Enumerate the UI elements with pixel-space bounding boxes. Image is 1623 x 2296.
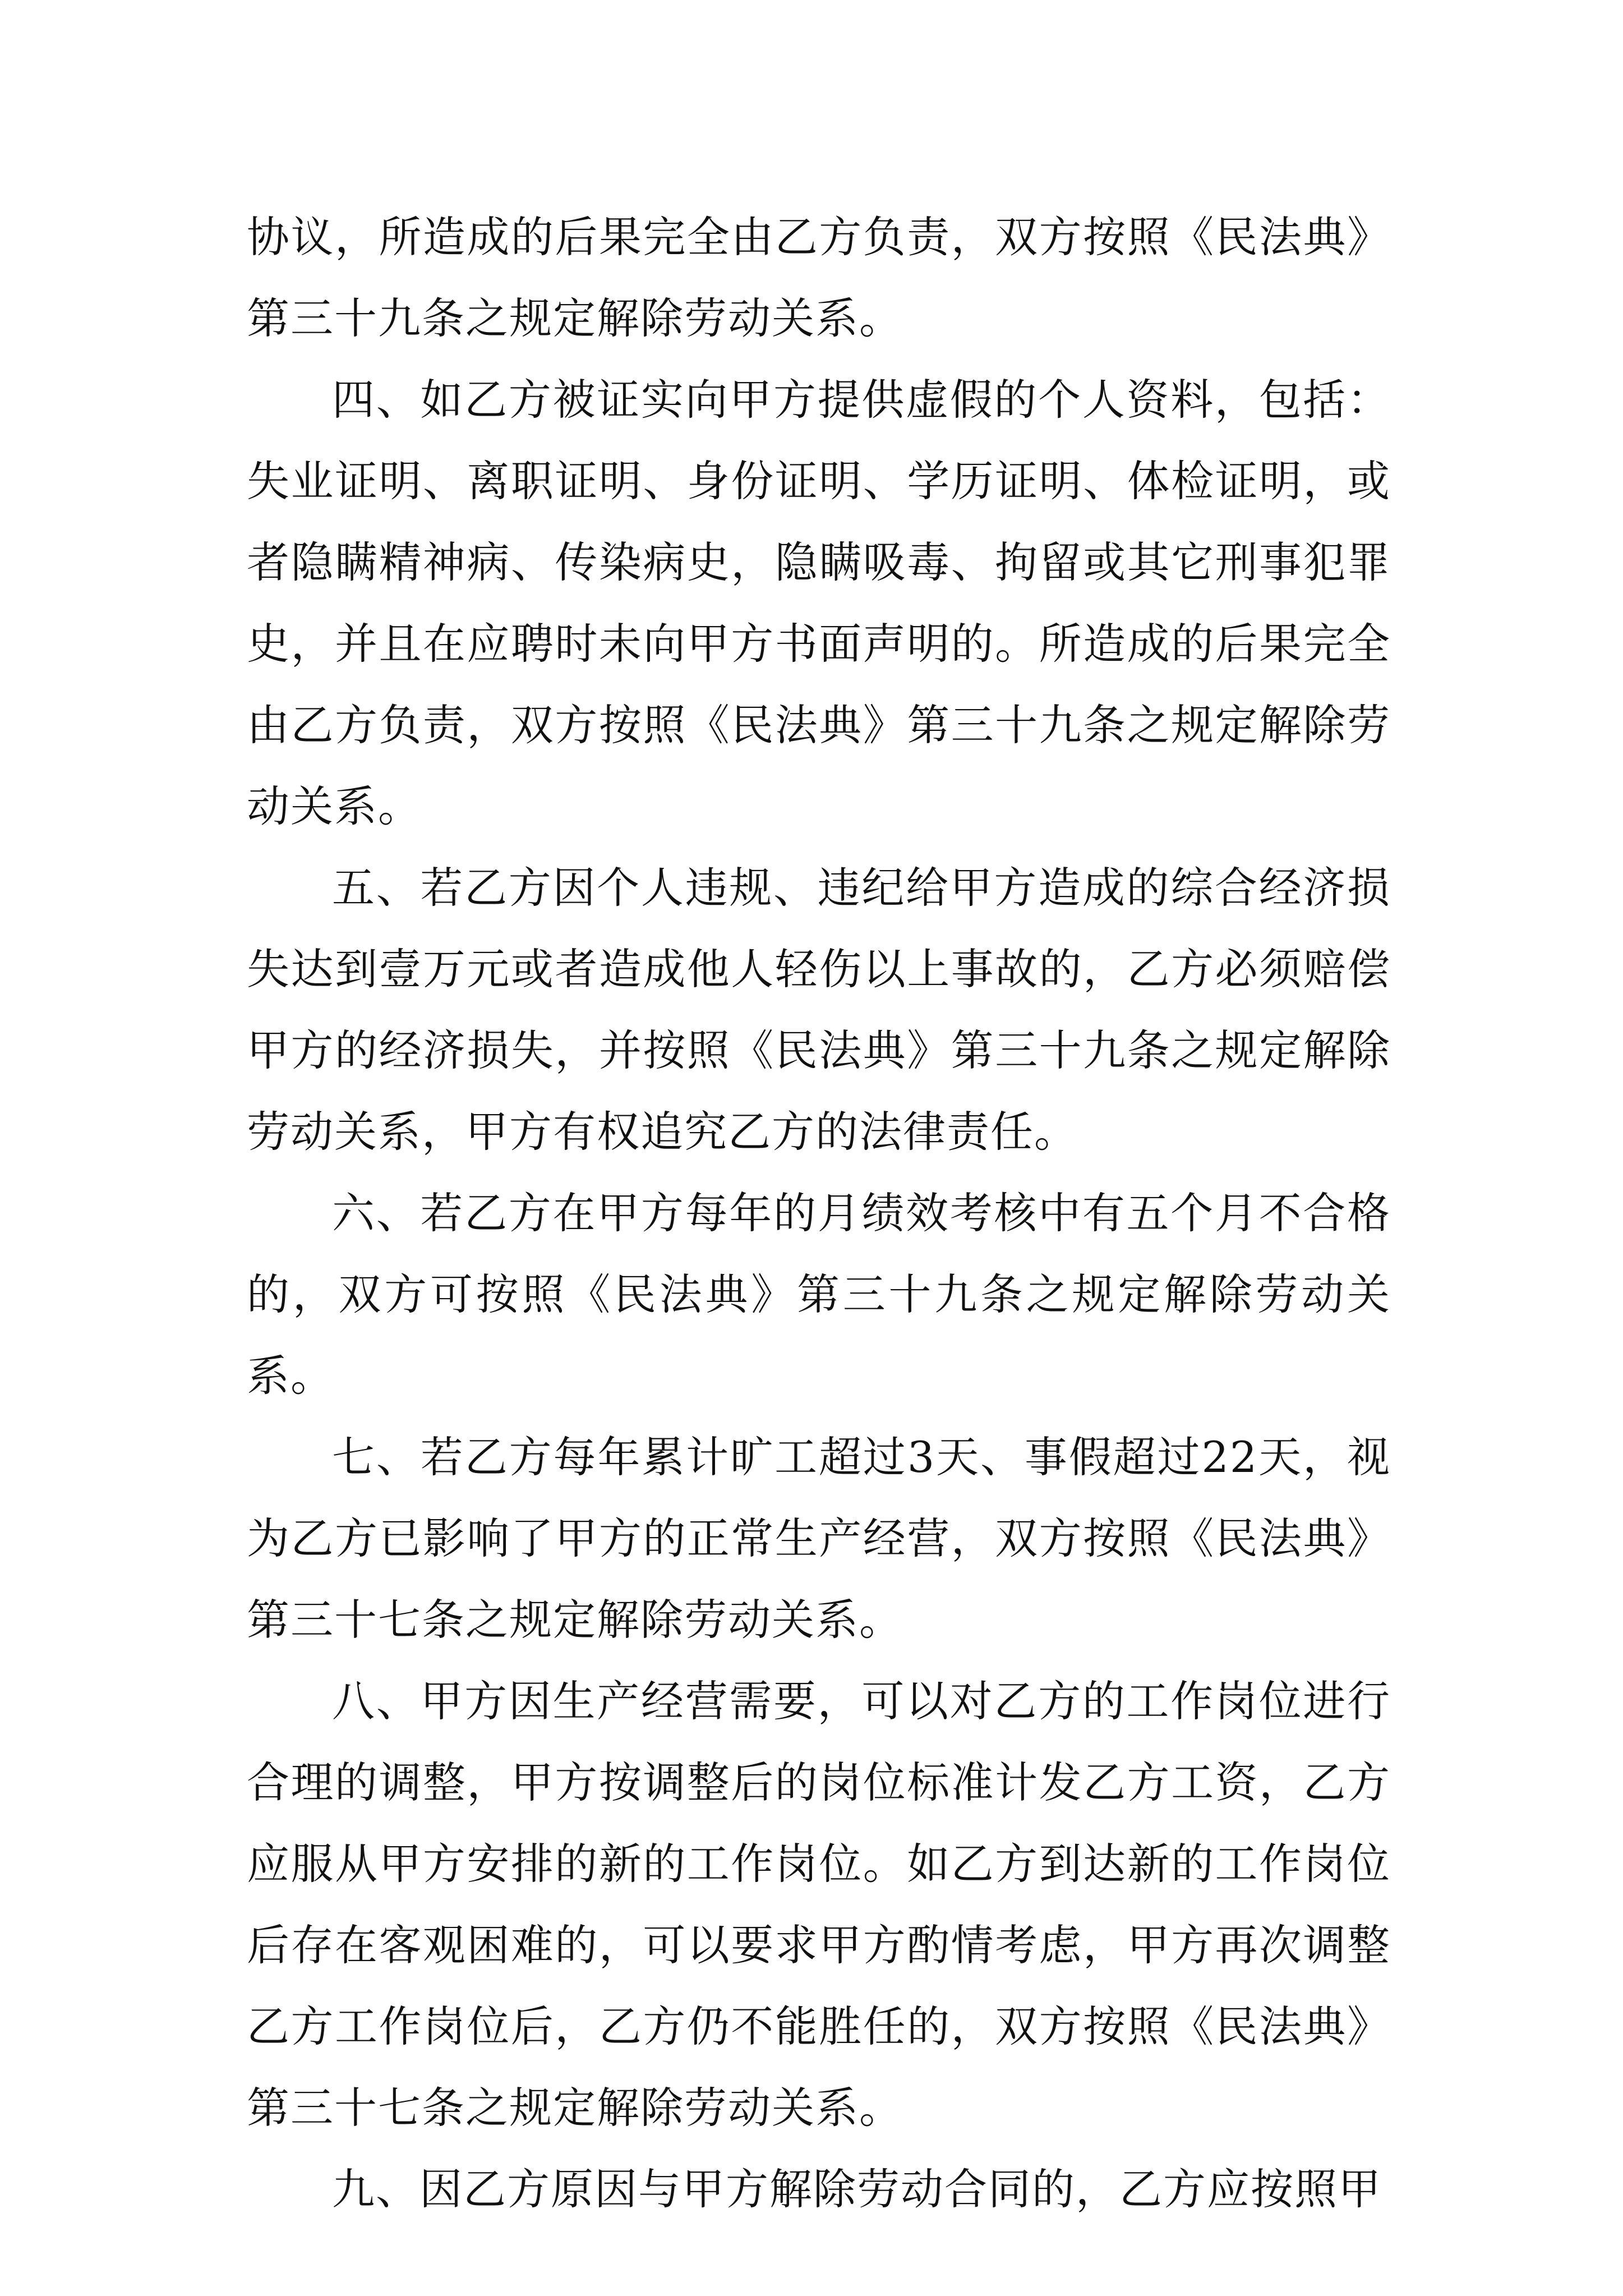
paragraph-clause-7: 七、若乙方每年累计旷工超过3天、事假超过22天，视为乙方已影响了甲方的正常生产经营，双方按照《民法典》第三十七条之规定解除劳动关系。 — [247, 1432, 1391, 1645]
document-body — [247, 196, 1391, 2230]
paragraph-clause-5: 五、若乙方因个人违规、违纪给甲方造成的综合经济损失达到壹万元或者造成他人轻伤以上事故的，乙方必须赔偿甲方的经济损失，并按照《民法典》第三十九条之规定解除劳动关系，甲方有权追究乙方的法律责任。 — [247, 863, 1391, 1157]
paragraph-clause-8: 八、甲方因生产经营需要，可以对乙方的工作岗位进行合理的调整，甲方按调整后的岗位标准计发乙方工资，乙方应服从甲方安排的新的工作岗位。如乙方到达新的工作岗位后存在客观困难的，可以要求甲方酌情考虑，甲方再次调整乙方工作岗位后，乙方仍不能胜任的，双方按照《民法典》第三十七条之规定解除劳动关系。 — [247, 1676, 1391, 2133]
paragraph-clause-6: 六、若乙方在甲方每年的月绩效考核中有五个月不合格的，双方可按照《民法典》第三十九条之规定解除劳动关系。 — [247, 1188, 1391, 1401]
paragraph-clause-4: 四、如乙方被证实向甲方提供虚假的个人资料，包括：失业证明、离职证明、身份证明、学历证明、体检证明，或者隐瞒精神病、传染病史，隐瞒吸毒、拘留或其它刑事犯罪史，并且在应聘时未向甲方书面声明的。所造成的后果完全由乙方负责，双方按照《民法典》第三十九条之规定解除劳动关系。 — [247, 375, 1391, 831]
paragraph-continuation: 协议，所造成的后果完全由乙方负责，双方按照《民法典》第三十九条之规定解除劳动关系。 — [247, 212, 1391, 343]
paragraph-clause-9: 九、因乙方原因与甲方解除劳动合同的，乙方应按照甲 — [332, 2164, 1382, 2214]
